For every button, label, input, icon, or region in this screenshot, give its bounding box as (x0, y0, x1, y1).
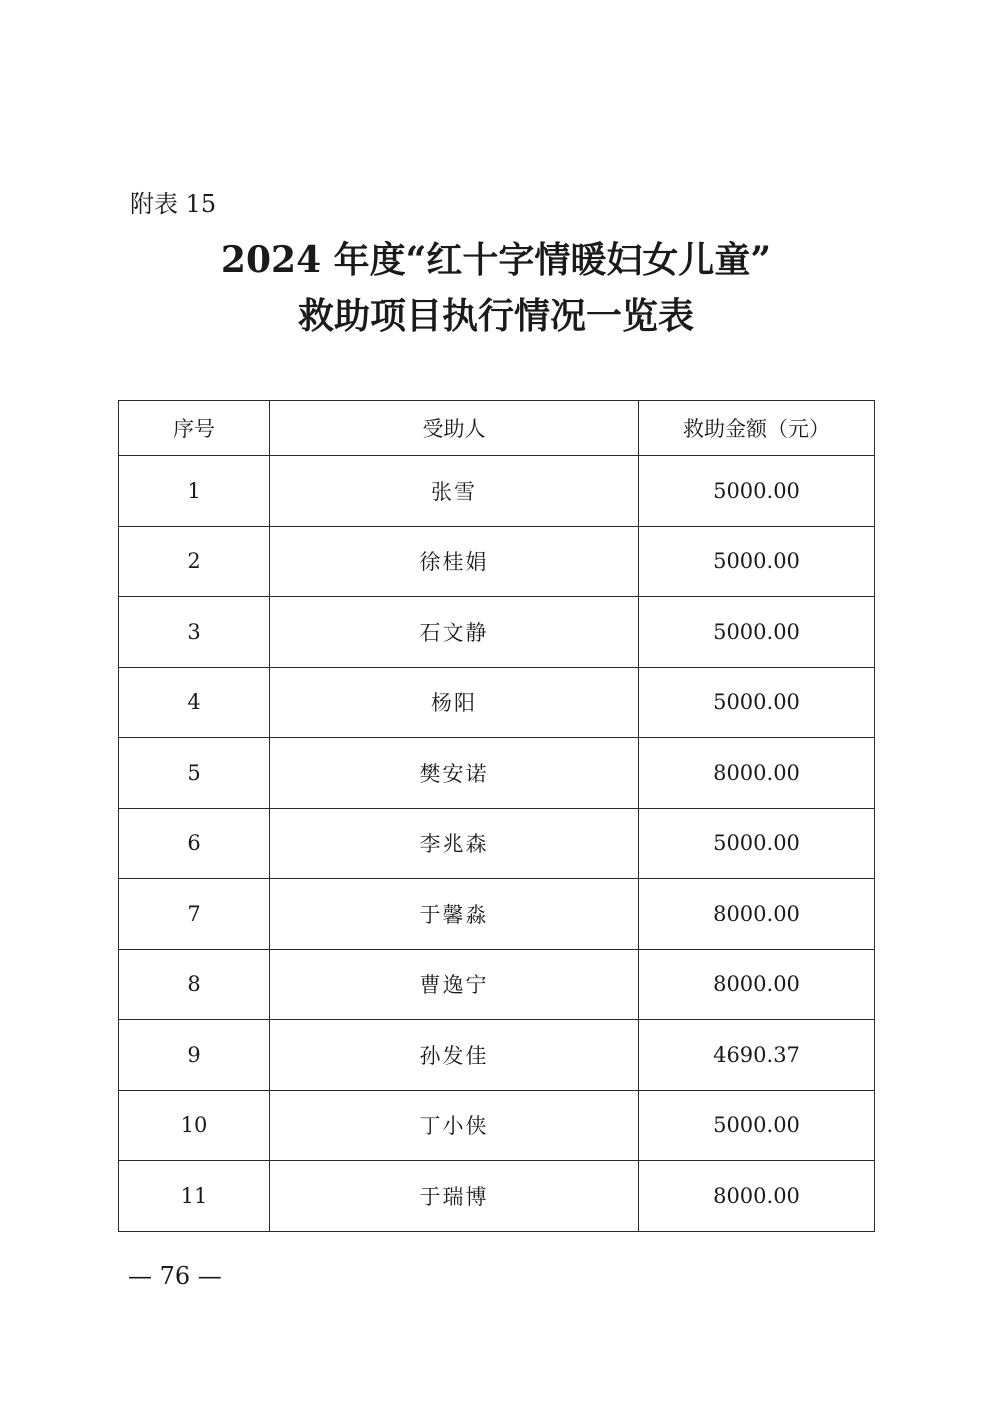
header-index: 序号 (119, 401, 270, 456)
table-row (119, 526, 875, 597)
row-index: 11 (119, 1161, 270, 1232)
row-recipient-name: 石文静 (270, 597, 639, 668)
row-recipient-name: 李兆森 (270, 808, 639, 879)
row-amount: 5000.00 (639, 597, 875, 668)
row-index: 6 (119, 808, 270, 879)
row-index: 2 (119, 526, 270, 597)
row-recipient-name: 杨阳 (270, 667, 639, 738)
row-recipient-name: 樊安诺 (270, 738, 639, 809)
row-amount: 8000.00 (639, 738, 875, 809)
row-recipient-name: 徐桂娟 (270, 526, 639, 597)
row-index: 1 (119, 456, 270, 527)
table-row (119, 738, 875, 809)
row-recipient-name: 曹逸宁 (270, 949, 639, 1020)
row-index: 3 (119, 597, 270, 668)
table-header-row (119, 401, 875, 456)
document-title-line-1: 2024 年度“红十字情暖妇女儿童” (220, 239, 772, 281)
table-row (119, 808, 875, 879)
table-row (119, 667, 875, 738)
row-index: 9 (119, 1020, 270, 1091)
row-amount: 8000.00 (639, 949, 875, 1020)
row-recipient-name: 于瑞博 (270, 1161, 639, 1232)
document-title-line-2: 救助项目执行情况一览表 (297, 295, 694, 337)
relief-table (118, 400, 875, 1232)
row-recipient-name: 孙发佳 (270, 1020, 639, 1091)
header-amount: 救助金额（元） (639, 401, 875, 456)
row-amount: 5000.00 (639, 1090, 875, 1161)
row-amount: 5000.00 (639, 667, 875, 738)
table-row (119, 879, 875, 950)
row-amount: 5000.00 (639, 456, 875, 527)
attachment-label: 附表 15 (130, 190, 217, 218)
page-number: — 76 — (128, 1262, 222, 1290)
row-amount: 8000.00 (639, 879, 875, 950)
row-index: 10 (119, 1090, 270, 1161)
row-amount: 4690.37 (639, 1020, 875, 1091)
row-recipient-name: 丁小侠 (270, 1090, 639, 1161)
table-row (119, 949, 875, 1020)
row-index: 8 (119, 949, 270, 1020)
row-amount: 5000.00 (639, 808, 875, 879)
table-row (119, 456, 875, 527)
header-recipient: 受助人 (270, 401, 639, 456)
table-row (119, 1161, 875, 1232)
row-amount: 8000.00 (639, 1161, 875, 1232)
row-recipient-name: 于馨淼 (270, 879, 639, 950)
table-row (119, 597, 875, 668)
row-index: 5 (119, 738, 270, 809)
row-index: 7 (119, 879, 270, 950)
row-amount: 5000.00 (639, 526, 875, 597)
row-index: 4 (119, 667, 270, 738)
table-row (119, 1090, 875, 1161)
row-recipient-name: 张雪 (270, 456, 639, 527)
table-row (119, 1020, 875, 1091)
